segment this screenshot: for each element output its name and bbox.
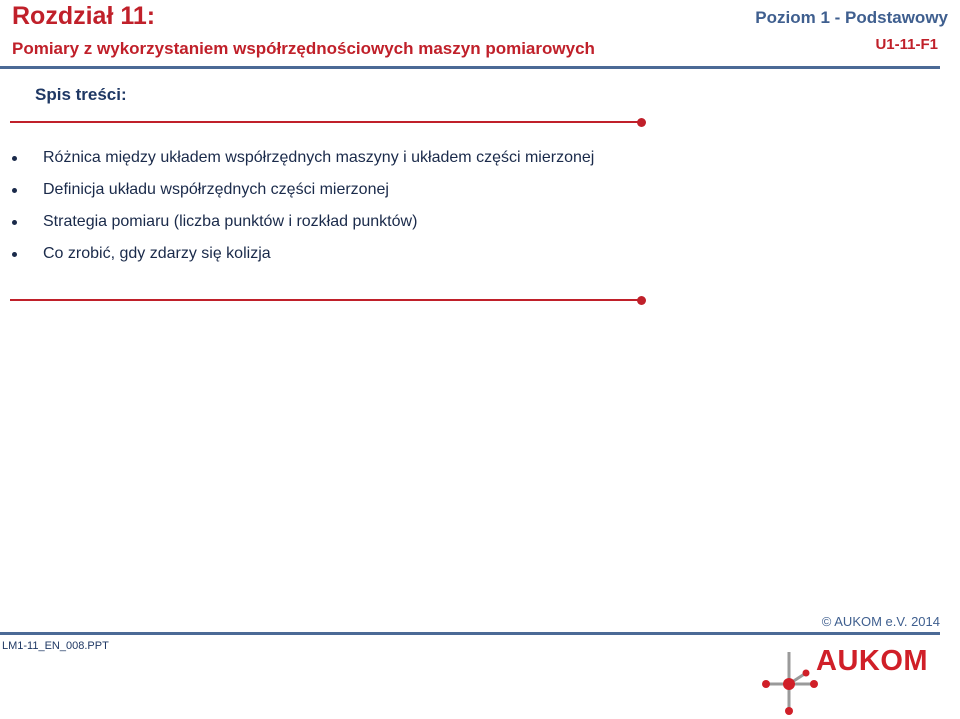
bullet-icon [12,188,17,193]
chapter-title: Rozdział 11: [12,2,156,30]
toc-bottom-rule-dot [637,296,646,305]
toc-item-text: Różnica między układem współrzędnych maszyny i układem części mierzonej [43,149,595,166]
footer-divider [0,632,940,635]
toc-item-text: Strategia pomiaru (liczba punktów i rozkład punktów) [43,213,418,230]
file-name: LM1-11_EN_008.PPT [2,640,109,652]
level-label: Poziom 1 - Podstawowy [755,8,948,27]
document-code: U1-11-F1 [875,36,938,53]
header-divider [0,66,940,69]
aukom-logo-text: AUKOM [816,645,929,677]
bullet-icon [12,220,17,225]
toc-item-text: Co zrobić, gdy zdarzy się kolizja [43,245,271,262]
chapter-subtitle: Pomiary z wykorzystaniem współrzędnościowych maszyn pomiarowych [12,39,595,58]
bullet-icon [12,252,17,257]
copyright-notice: © AUKOM e.V. 2014 [821,614,940,629]
toc-top-rule [10,121,640,123]
toc-heading: Spis treści: [35,85,127,104]
toc-top-rule-dot [637,118,646,127]
bullet-icon [12,156,17,161]
toc-item-text: Definicja układu współrzędnych części mierzonej [43,181,389,198]
toc-bottom-rule [10,299,640,301]
